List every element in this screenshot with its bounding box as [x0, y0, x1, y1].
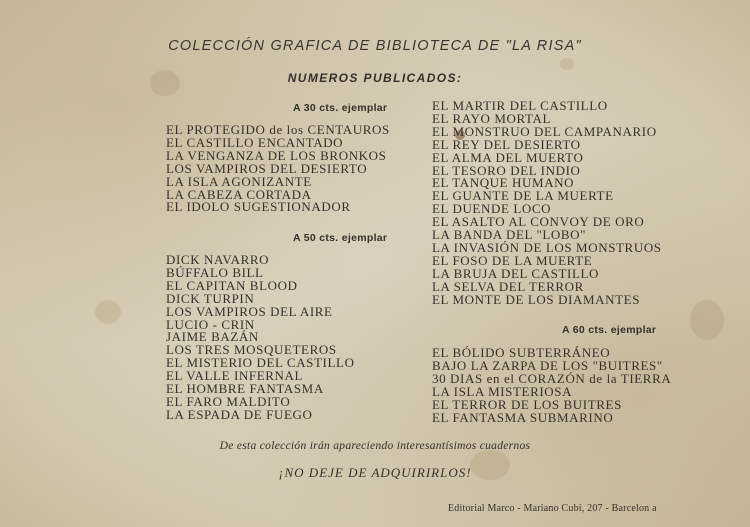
- list-item: EL IDOLO SUGESTIONADOR: [166, 199, 351, 215]
- paper-stain: [95, 300, 121, 324]
- list-item: EL BÓLIDO SUBTERRÁNEO: [432, 345, 611, 360]
- list-item: DICK NAVARRO: [166, 252, 270, 267]
- titles-50-list: [166, 254, 355, 422]
- list-item: JAIME BAZÁN: [166, 329, 259, 345]
- list-item: LOS VAMPIROS DEL AIRE: [166, 303, 333, 319]
- list-item: EL REY DEL DESIERTO: [432, 136, 581, 152]
- list-item: EL CAPITAN BLOOD: [166, 277, 298, 293]
- list-item: EL PROTEGIDO de los CENTAUROS: [166, 122, 390, 137]
- list-item: EL FARO MALDITO: [166, 393, 291, 409]
- list-item: EL ALMA DEL MUERTO: [432, 149, 584, 165]
- list-item: LUCIO - CRIN: [166, 316, 255, 332]
- list-item: EL MISTERIO DEL CASTILLO: [166, 355, 355, 371]
- list-item: LOS TRES MOSQUETEROS: [166, 342, 337, 358]
- price-60-heading: A 60 cts. ejemplar: [562, 324, 657, 336]
- list-item: EL MARTIR DEL CASTILLO: [432, 98, 608, 113]
- list-item: EL GUANTE DE LA MUERTE: [432, 188, 614, 204]
- call-to-action: ¡NO DEJE DE ADQUIRIRLOS!: [278, 465, 472, 480]
- list-item: LA CABEZA CORTADA: [166, 186, 312, 202]
- list-item: EL VALLE INFERNAL: [166, 368, 304, 384]
- list-item: LOS VAMPIROS DEL DESIERTO: [166, 160, 368, 176]
- list-item: EL ASALTO AL CONVOY DE ORO: [432, 214, 645, 230]
- collection-note: De esta colección irán apareciendo interesantísimos cuadernos: [219, 440, 531, 452]
- list-item: BAJO LA ZARPA DE LOS "BUITRES": [432, 357, 663, 373]
- list-item: LA BANDA DEL "LOBO": [432, 227, 587, 243]
- list-item: LA INVASIÓN DE LOS MONSTRUOS: [432, 239, 662, 255]
- list-item: EL MONTE DE LOS DIAMANTES: [432, 291, 641, 307]
- paper-stain: [690, 300, 724, 340]
- price-30-heading: A 30 cts. ejemplar: [293, 102, 388, 114]
- publisher-imprint: Editorial Marco - Mariano Cubí, 207 - Barcelon a: [448, 503, 657, 514]
- list-item: EL FOSO DE LA MUERTE: [432, 252, 593, 268]
- titles-30-list: [166, 124, 390, 214]
- list-item: EL MONSTRUO DEL CAMPANARIO: [432, 123, 657, 139]
- titles-60-list: [432, 347, 671, 424]
- collection-title: COLECCIÓN GRAFICA DE BIBLIOTECA DE "LA RISA": [168, 38, 582, 54]
- list-item: EL CASTILLO ENCANTADO: [166, 134, 344, 150]
- published-numbers-heading: NUMEROS PUBLICADOS:: [287, 71, 463, 85]
- list-item: EL TESORO DEL INDIO: [432, 162, 581, 178]
- list-item: EL HOMBRE FANTASMA: [166, 381, 324, 397]
- paper-stain: [560, 58, 574, 70]
- list-item: 30 DIAS en el CORAZÓN de la TIERRA: [432, 370, 672, 386]
- list-item: LA ISLA AGONIZANTE: [166, 173, 312, 189]
- list-item: EL FANTASMA SUBMARINO: [432, 409, 614, 425]
- list-item: LA ESPADA DE FUEGO: [166, 406, 313, 422]
- list-item: EL DUENDE LOCO: [432, 201, 552, 217]
- list-item: EL TANQUE HUMANO: [432, 175, 575, 191]
- list-item: DICK TURPIN: [166, 290, 255, 306]
- list-item: LA VENGANZA DE LOS BRONKOS: [166, 147, 387, 163]
- list-item: EL RAYO MORTAL: [432, 110, 552, 126]
- price-50-heading: A 50 cts. ejemplar: [293, 232, 388, 244]
- list-item: BÚFFALO BILL: [166, 264, 264, 280]
- titles-right-list: [432, 100, 662, 307]
- list-item: LA SELVA DEL TERROR: [432, 278, 584, 294]
- list-item: LA BRUJA DEL CASTILLO: [432, 265, 600, 281]
- list-item: EL TERROR DE LOS BUITRES: [432, 396, 622, 412]
- list-item: LA ISLA MISTERIOSA: [432, 383, 573, 399]
